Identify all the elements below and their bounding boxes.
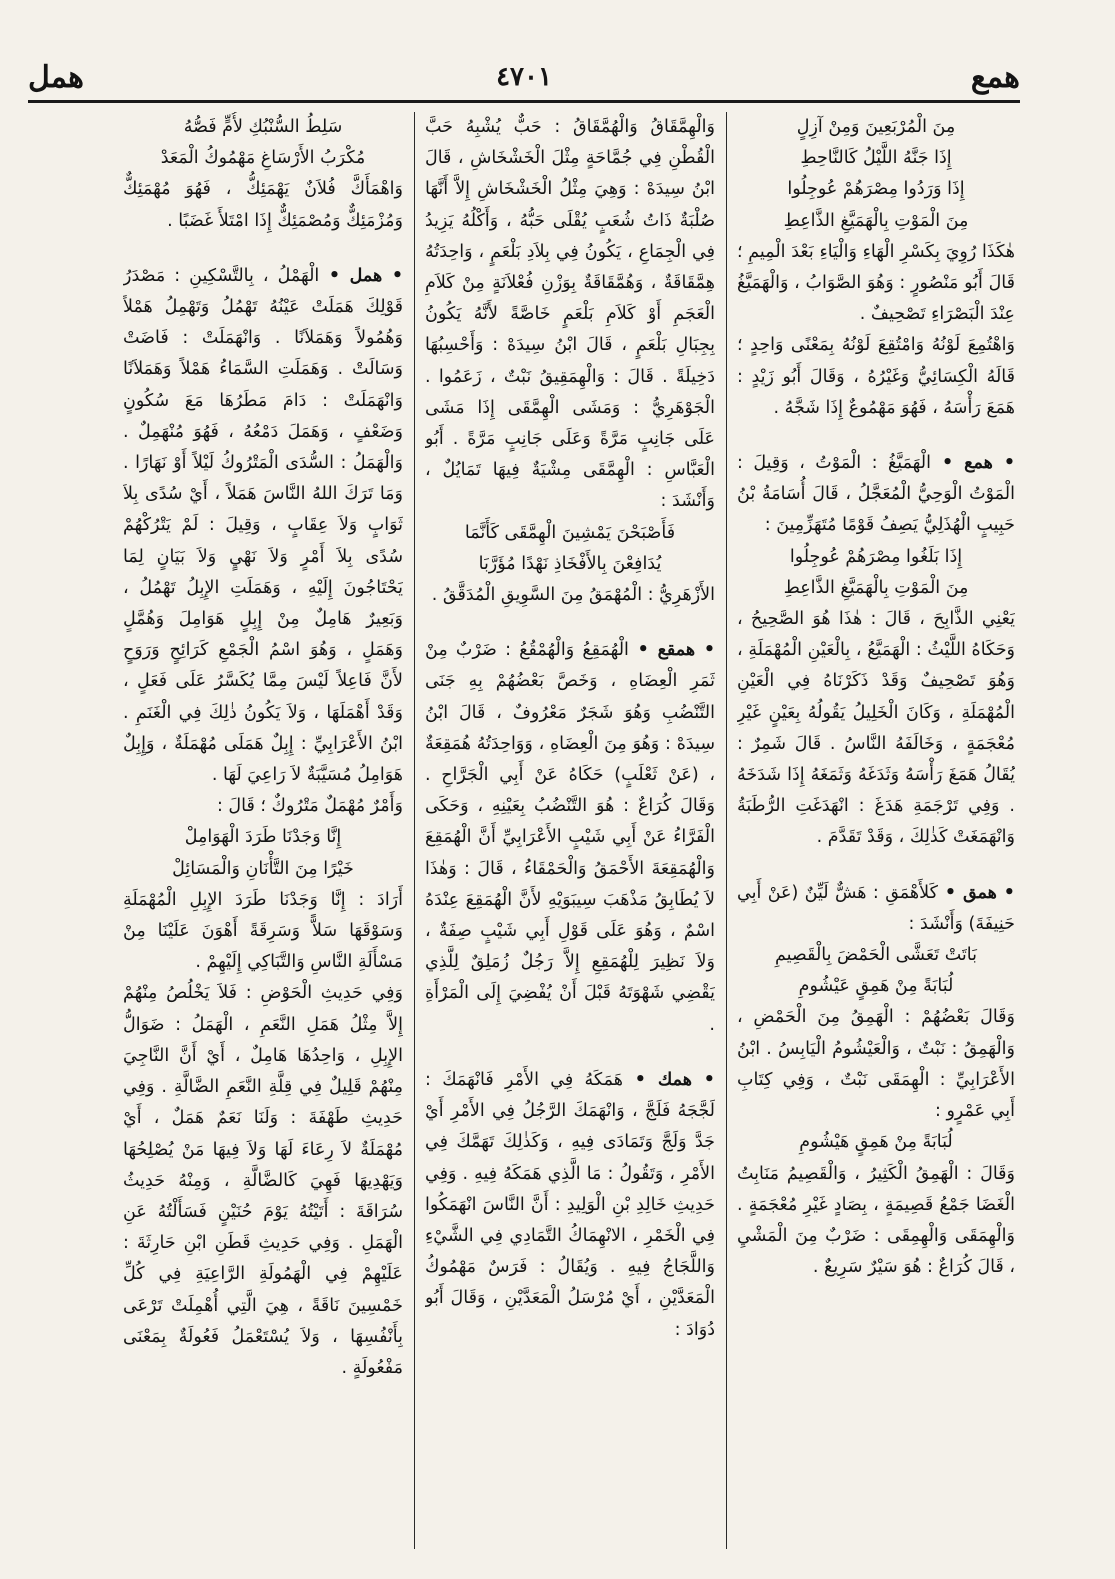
- entry-paragraph: يَعْنِي الذَّابِحَ ، قَالَ : هٰذَا هُوَ الصَّحِيحُ ، وَحَكَاهُ اللَّيْثُ : الْهَمَيَّعُ ، بِالْعَيْنِ الْمُهْمَلَةِ ، وَهُوَ تَصْحِيفٌ وَقَدْ ذَكَرْنَاهُ فِي الْعَيْنِ الْمُهْمَلَةِ ، وَكَانَ الْخَلِيلُ يَقُولُهُ بِعَيْنٍ غَيْرِ مُعْجَمَةٍ ، وَخَالَفَهُ النَّاسُ . قَالَ شَمِرٌ : يُقَالُ هَمَغَ رَأْسَهُ وَثَدَغَهُ وَثَمَغَهُ إِذَا شَدَخَهُ . وَفِي تَرْجَمَةِ هَدَغَ : انْهَدَغَتِ الرُّطَبَةُ وَانْهَمَغَتْ كَذٰلِكَ ، وَقَدْ تَقَدَّمَ .: [737, 609, 1015, 848]
- entry-body: هَمَكَهُ فِي الأَمْرِ فَانْهَمَكَ : لَجَّجَهُ فَلَجَّ ، وَانْهَمَكَ الرَّجُلُ فِي الأَمْرِ أَيْ جَدَّ وَلَجَّ وَتَمَادَى فِيهِ ، وَكَذٰلِكَ تَهَمَّكَ فِي الأَمْرِ ، وَتَقُولُ : مَا الَّذِي هَمَكَهُ فِيهِ . وَفِي حَدِيثِ خَالِدِ بْنِ الْوَلِيدِ : أَنَّ النَّاسَ انْهَمَكُوا فِي الْخَمْرِ ، الانْهِمَاكُ التَّمَادِي فِي الشَّيْءِ وَاللَّجَاجُ فِيهِ . وَيُقَالُ : فَرَسٌ مَهْمُوكُ الْمَعَدَّيْنِ ، أَيْ مُرْسَلُ الْمَعَدَّيْنِ ، وَقَالَ أَبُو دُوَادَ :: [425, 1069, 715, 1340]
- entry-headword: همق: [962, 882, 997, 903]
- verse-line: يُدَافِعْنَ بِالأَفْخَاذِ نَهْدًا مُؤَرَّبَا: [478, 553, 662, 574]
- header-rule: [28, 100, 1020, 103]
- entry-body: الْهَمْلُ ، بِالتَّسْكِينِ : مَصْدَرُ قَوْلِكَ هَمَلَتْ عَيْنُهُ تَهْمُلُ وَتَهْمِلُ هَمْلاً وَهُمُولاً وَهَمَلاَنًا . وَانْهَمَلَتْ : فَاضَتْ وَسَالَتْ . وَهَمَلَتِ السَّمَاءُ هَمْلاً وَهَمَلاَنًا وَانْهَمَلَتْ : دَامَ مَطَرُهَا مَعَ سُكُونٍ وَضَعْفٍ ، وَهَمَلَ دَمْعُهُ ، فَهُوَ مُنْهَمِلٌ . وَالْهَمَلُ : السُّدَى الْمَتْرُوكُ لَيْلاً أَوْ نَهَارًا . وَمَا تَرَكَ اللهُ النَّاسَ هَمَلاً ، أَيْ سُدًى بِلاَ ثَوَابٍ وَلاَ عِقَابٍ ، وَقِيلَ : لَمْ يَتْرُكْهُمْ سُدًى بِلاَ أَمْرٍ وَلاَ نَهْيٍ وَلاَ بَيَانٍ لِمَا يَحْتَاجُونَ إِلَيْهِ ، وَهَمَلَتِ الإِبِلُ تَهْمُلُ ، وَبَعِيرٌ هَامِلٌ مِنْ إِبِلٍ هَوَامِلَ وَهُمَّلٍ وَهَمَلٍ ، وَهُوَ اسْمُ الْجَمْعِ كَرَائِحٍ وَرَوَحٍ لأَنَّ فَاعِلاً لَيْسَ مِمَّا يُكَسَّرُ عَلَى فَعَلٍ ، وَقَدْ أَهْمَلَهَا ، وَلاَ يَكُونُ ذٰلِكَ فِي الْغَنَمِ . ابْنُ الأَعْرَابِيِّ : إِبِلٌ هَمَلَى مُهْمَلَةٌ ، وَإِبِلٌ هَوَامِلُ مُسَيَّبَةٌ لاَ رَاعِيَ لَهَا .: [123, 265, 403, 786]
- verse-line: إِنَّا وَجَدْنَا طَرَدَ الْهَوَامِلْ: [184, 827, 342, 848]
- verse-line: لُبَابَةً مِنْ هَمِقٍ هَيْشُومِ: [799, 1132, 953, 1153]
- entry-bullet: •: [992, 453, 1015, 474]
- verse-line: إِذَا جَنَّهُ اللَّيْلُ كَالنَّاحِطِ: [800, 148, 952, 169]
- entry-gap: [425, 1041, 715, 1065]
- header-root-word-right: همع: [970, 60, 1020, 95]
- column-right: [737, 112, 1015, 1549]
- entry-paragraph: وَاهْتُمِعَ لَوْنُهُ وَامْتُقِعَ لَوْنُهُ بِمَعْنًى وَاحِدٍ ؛ قَالَهُ الْكِسَائِيُّ وَغَيْرُهُ ، وَقَالَ أَبُو زَيْدٍ : هَمَعَ رَأْسَهُ ، فَهُوَ مَهْمُوعٌ إِذَا شَجَّهُ .: [737, 335, 1015, 418]
- verse-line: فَأَصْبَحْنَ يَمْشِينَ الْهِمَّقَى كَأَنَّمَا: [464, 522, 676, 543]
- headword-separator: •: [628, 640, 658, 661]
- entry-gap: [123, 237, 403, 261]
- entry-bullet: •: [695, 640, 715, 661]
- entry-bullet: •: [691, 1069, 715, 1090]
- header-root-word-left: همل: [28, 60, 84, 95]
- headword-separator: •: [930, 453, 965, 474]
- entry-paragraph: وَقَالَ : الْهَمِقُ الْكَثِيرُ ، وَالْقَصِيمُ مَنَابِتُ الْغَضَا جَمْعُ قَصِيمَةٍ ، بِصَادٍ غَيْرِ مُعْجَمَةٍ . وَالْهِمَقَى وَالْهِمِقَى : ضَرْبٌ مِنَ الْمَشْيِ ، قَالَ كُرَاعٌ : هُوَ سَيْرٌ سَرِيعٌ .: [737, 1163, 1015, 1278]
- verse-line: إِذَا بَلَغُوا مِصْرَهُمْ عُوجِلُوا: [789, 546, 963, 567]
- headword-separator: •: [319, 265, 350, 286]
- verse-line: لُبَابَةً مِنْ هَمِقٍ عَيْشُومِ: [798, 976, 954, 997]
- verse-line: بَاتَتْ تَعَشَّى الْحَمْضَ بِالْقَصِيمِ: [775, 945, 977, 966]
- entry-headword: همك: [657, 1069, 692, 1090]
- headword-separator: •: [937, 882, 963, 903]
- dictionary-entry: [123, 261, 403, 791]
- entry-paragraph: وَقَالَ بَعْضُهُمْ : الْهَمِقُ مِنَ الْحَمْضِ ، وَالْهَمِقُ : نَبْتٌ ، وَالْعَيْشُومُ الْيَابِسُ . ابْنُ الأَعْرَابِيِّ : الْهِمَقَى نَبْتٌ ، وَفِي كِتَابِ أَبِي عَمْرٍو :: [737, 1007, 1015, 1122]
- dictionary-entry: [425, 635, 715, 1041]
- entry-paragraph: وَالْهِمَّقَاقُ وَالْهُمَّقَاقُ : حَبٌّ يُشْبِهُ حَبَّ الْقُطْنِ فِي جُمَّاحَةٍ مِثْلَ الْخَشْخَاشِ ، قَالَ ابْنُ سِيدَهْ : وَهِيَ مِثْلُ الْخَشْخَاشِ إِلاَّ أَنَّهَا صُلْبَةٌ ذَاتُ شُعَبٍ يُقْلَى حَبُّهُ ، وَأَكْلُهُ يَزِيدُ فِي الْجِمَاعِ ، يَكُونُ فِي بِلاَدِ بَلْعَمٍ ، وَاحِدَتُهُ هِمَّقَاقَةٌ ، وَهُمَّقَاقَةٌ بِوَزْنِ فُعْلاَنَةٍ مِنْ كَلاَمِ الْعَجَمِ أَوْ كَلاَمِ بَلْعَمٍ خَاصَّةً لأَنَّهُ يَكُونُ بِجِبَالِ بَلْعَمٍ ، قَالَ ابْنُ سِيدَهْ : وَأَحْسِبُهَا دَخِيلَةً . قَالَ : وَالْهِمَقِيقُ نَبْتٌ ، زَعَمُوا . الْجَوْهَرِيُّ : وَمَشَى الْهِمَّقَى إِذَا مَشَى عَلَى جَانِبٍ مَرَّةً وَعَلَى جَانِبٍ مَرَّةً . أَبُو الْعَبَّاسِ : الْهِمَّقَى مِشْيَةٌ فِيهَا تَمَايُلٌ ، وَأَنْشَدَ :: [425, 117, 715, 512]
- column-middle: [425, 112, 715, 1549]
- verse-line: مِنَ الْمُرْبَعِينَ وَمِنْ آزِلٍ: [796, 117, 956, 137]
- entry-gap: [737, 854, 1015, 878]
- entry-bullet: •: [382, 265, 403, 286]
- column-separator: [726, 112, 728, 1549]
- verse-line: إِذَا وَرَدُوا مِصْرَهُمْ عُوجِلُوا: [787, 179, 965, 200]
- entry-paragraph: وَاهْمَأَكَّ فُلاَنٌ يَهْمَئِكُّ ، فَهُوَ مُهْمَئِكٌّ وَمُزْمَئِكٌّ وَمُصْمَئِكٌّ إِذَا امْتَلأَ غَضَبًا .: [123, 179, 403, 231]
- entry-gap: [737, 424, 1015, 448]
- verse-line: سَلِطُ السُّنْبُكِ لأُمٍّ فَصُّهُ: [183, 117, 343, 137]
- verse-line: مُكْرَبُ الأَرْسَاغِ مَهْمُوكُ الْمَعَدْ: [160, 148, 366, 169]
- entry-body: الْهَمَيَّغُ : الْمَوْتُ ، وَقِيلَ : الْمَوْتُ الْوَحِيُّ الْمُعَجَّلُ ، قَالَ أُسَامَةُ بْنُ حَبِيبٍ الْهُذَلِيُّ يَصِفُ قَوْمًا مُتَهَزِّمِينَ :: [737, 453, 1015, 536]
- verse-line: مِنَ الْمَوْتِ بِالْهَمَيَّغِ الذَّاعِطِ: [783, 577, 969, 598]
- entry-body: الْهُمَقِعُ وَالْهُمْقُعُ : ضَرْبٌ مِنْ ثَمَرِ الْعِضَاهِ ، وَخَصَّ بَعْضُهُمْ بِهِ جَنَى التَّنْضُبِ وَهُوَ شَجَرٌ مَعْرُوفٌ ، قَالَ ابْنُ سِيدَهْ : وَهُوَ مِنَ الْعِضَاهِ ، وَوَاحِدَتُهُ هُمَقِعَةٌ ، (عَنْ ثَعْلَبٍ) حَكَاهُ عَنْ أَبِي الْجَرَّاحِ . وَقَالَ كُرَاعٌ : هُوَ التَّنْضُبُ بِعَيْنِهِ ، وَحَكَى الْفَرَّاءُ عَنْ أَبِي شَيْبٍ الأَعْرَابِيِّ أَنَّ الْهُمَقِعَ وَالْهُمَقِعَةَ الأَحْمَقُ وَالْحَمْقَاءُ ، قَالَ : وَهٰذَا لاَ يُطَابِقُ مَذْهَبَ سِيبَوَيْهِ لأَنَّ الْهُمَقِعَ عِنْدَهُ اسْمٌ ، وَهُوَ عَلَى قَوْلِ أَبِي شَيْبٍ صِفَةٌ ، وَلاَ نَظِيرَ لِلْهُمَقِعِ إِلاَّ رَجُلٌ زُمَلِقٌ لِلَّذِي يَقْضِي شَهْوَتَهُ قَبْلَ أَنْ يُفْضِيَ إِلَى الْمَرْأَةِ .: [425, 640, 715, 1035]
- entry-headword: همع: [964, 453, 993, 474]
- dictionary-entry: [737, 878, 1015, 940]
- entry-paragraph: الأَزْهَرِيُّ : الْمُهْمَقُ مِنَ السَّوِيقِ الْمُدَقَّقُ .: [431, 585, 715, 606]
- verse-line: خَيْرًا مِنَ التَّأْنَانِ وَالْمَسَائِلْ: [172, 858, 354, 879]
- column-separator: [414, 112, 416, 1549]
- column-left: [123, 112, 403, 1549]
- entry-headword: همل: [349, 265, 383, 286]
- entry-gap: [425, 611, 715, 635]
- entry-paragraph: أَرَادَ : إِنَّا وَجَدْنَا طَرَدَ الإِبِلِ الْمُهْمَلَةِ وَسَوْقَهَا سَلاًّ وَسَرِقَةً أَهْوَنَ عَلَيْنَا مِنْ مَسْأَلَةِ النَّاسِ وَالتَّبَاكِي إِلَيْهِمْ .: [123, 889, 403, 973]
- dictionary-entry: [737, 448, 1015, 542]
- entry-bullet: •: [996, 882, 1015, 903]
- verse-line: مِنَ الْمَوْتِ بِالْهَمَيَّغِ الذَّاعِطِ: [783, 210, 969, 231]
- entry-body: كَلأَهْمَقِ : هَشٌّ لَيِّنٌ (عَنْ أَبِي حَنِيفَةَ) وَأَنْشَدَ :: [737, 882, 1015, 934]
- headword-separator: •: [622, 1069, 658, 1090]
- entry-headword: همقع: [657, 640, 696, 661]
- entry-paragraph: وَفِي حَدِيثِ الْحَوْضِ : فَلاَ يَخْلُصُ مِنْهُمْ إِلاَّ مِثْلُ هَمَلِ النَّعَمِ ، الْهَمَلُ : ضَوَالُّ الإِبِلِ ، وَاحِدُهَا هَامِلٌ ، أَيْ أَنَّ النَّاجِيَ مِنْهُمْ قَلِيلٌ فِي قِلَّةِ النَّعَمِ الضَّالَّةِ . وَفِي حَدِيثِ طَهْفَةَ : وَلَنَا نَعَمٌ هَمَلٌ ، أَيْ مُهْمَلَةٌ لاَ رِعَاءَ لَهَا وَلاَ فِيهَا مَنْ يُصْلِحُهَا وَيَهْدِيهَا فَهِيَ كَالضَّالَّةِ ، وَمِنْهُ حَدِيثُ سُرَاقَةَ : أَتَيْتُهُ يَوْمَ حُنَيْنٍ فَسَأَلْتُهُ عَنِ الْهَمَلِ . وَفِي حَدِيثِ قَطَنِ ابْنِ حَارِثَةَ : عَلَيْهِمْ فِي الْهَمُولَةِ الرَّاعِيَةِ فِي كُلِّ خَمْسِينَ نَاقَةً ، هِيَ الَّتِي أُهْمِلَتْ تَرْعَى بِأَنْفُسِهَا ، وَلاَ يُسْتَعْمَلُ فَعُولَةٌ بِمَعْنَى مَفْعُولَةٍ .: [123, 983, 403, 1378]
- page-header: [28, 58, 1020, 98]
- dictionary-entry: [425, 1065, 715, 1346]
- page-number: ٤٧٠١: [496, 62, 552, 92]
- entry-paragraph: هٰكَذَا رُوِيَ بِكَسْرِ الْهَاءِ وَالْيَاءِ بَعْدَ الْمِيمِ ؛ قَالَ أَبُو مَنْصُورٍ : وَهُوَ الصَّوَابُ ، وَالْهَمَيَّغُ عِنْدَ الْبَصْرَاءِ تَصْحِيفٌ .: [737, 241, 1015, 325]
- entry-paragraph: وَأَمْرٌ مُهْمَلٌ مَتْرُوكٌ ؛ قَالَ :: [216, 796, 403, 817]
